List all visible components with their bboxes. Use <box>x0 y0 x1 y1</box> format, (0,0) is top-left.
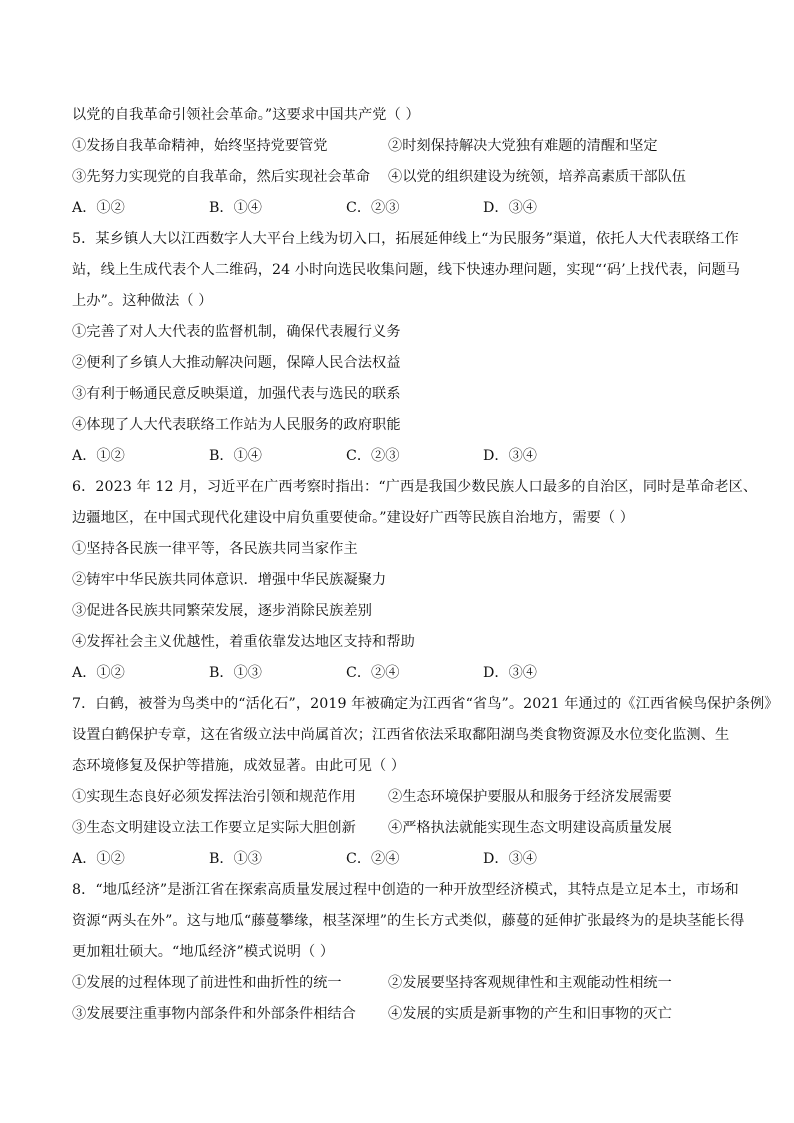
q6-answer-d: D．③④ <box>483 665 537 681</box>
q7-answer-c: C．②④ <box>346 851 400 867</box>
q7-answer-a: A．①② <box>72 851 125 867</box>
q6-stem-line-1: 6．2023 年 12 月，习近平在广西考察时指出：“广西是我国少数民族人口最多的自治区，同时是革命老区、 <box>72 479 758 495</box>
q4-option-3: ③先努力实现党的自我革命，然后实现社会革命 <box>72 169 370 185</box>
q5-answer-c: C．②③ <box>346 448 400 464</box>
q5-stem-line-2: 站，线上生成代表个人二维码，24 小时向选民收集问题，线下快速办理问题，实现“‘码’上找代表，问题马 <box>72 262 741 278</box>
q5-option-2: ②便利了乡镇人大推动解决问题，保障人民合法权益 <box>72 355 401 371</box>
q5-stem-line-1: 5．某乡镇人大以江西数字人大平台上线为切入口，拓展延伸线上“为民服务”渠道，依托人大代表联络工作 <box>72 231 739 247</box>
q4-answer-a: A．①② <box>72 200 125 216</box>
q5-answer-b: B．①④ <box>209 448 262 464</box>
q7-option-1: ①实现生态良好必须发挥法治引领和规范作用 <box>72 789 356 805</box>
q7-stem-line-2: 设置白鹤保护专章，这在省级立法中尚属首次；江西省依法采取鄱阳湖鸟类食物资源及水位变化监测、生 <box>72 727 730 743</box>
q4-option-4: ④以党的组织建设为统领，培养高素质干部队伍 <box>388 169 686 185</box>
q4-answer-c: C．②③ <box>346 200 400 216</box>
q8-option-1: ①发展的过程体现了前进性和曲折性的统一 <box>72 975 342 991</box>
q5-option-4: ④体现了人大代表联络工作站为人民服务的政府职能 <box>72 417 401 433</box>
q7-stem-line-3: 态环境修复及保护等措施，成效显著。由此可见（ ） <box>72 758 406 774</box>
q4-answer-b: B．①④ <box>209 200 262 216</box>
q4-answer-d: D．③④ <box>483 200 537 216</box>
q5-answer-choices <box>72 441 732 472</box>
q4-answer-choices <box>72 193 732 224</box>
q8-options-row-2 <box>72 999 732 1030</box>
q6-stem-line-2: 边疆地区，在中国式现代化建设中肩负重要使命。”建设好广西等民族自治地方，需要（ ） <box>72 510 635 526</box>
q6-answer-a: A．①② <box>72 665 125 681</box>
q5-option-3: ③有利于畅通民意反映渠道，加强代表与选民的联系 <box>72 386 401 402</box>
q4-option-2: ②时刻保持解决大党独有难题的清醒和坚定 <box>388 138 658 154</box>
q5-answer-a: A．①② <box>72 448 125 464</box>
q4-options-row-1 <box>72 131 732 162</box>
q6-answer-b: B．①③ <box>209 665 262 681</box>
q8-options-row-1 <box>72 968 732 999</box>
q5-answer-d: D．③④ <box>483 448 537 464</box>
q8-stem-line-2: 资源“两头在外”。这与地瓜“藤蔓攀缘，根茎深埋”的生长方式类似，藤蔓的延伸扩张最终为的是块茎能长得 <box>72 913 745 929</box>
q6-answer-c: C．②④ <box>346 665 400 681</box>
q6-answer-choices <box>72 658 732 689</box>
q4-option-1: ①发扬自我革命精神，始终坚持党要管党 <box>72 138 328 154</box>
q7-stem-line-1: 7．白鹤，被誉为鸟类中的“活化石”，2019 年被确定为江西省“省鸟”。2021 年通过的《江西省候鸟保护条例》 <box>72 696 779 712</box>
q7-option-2: ②生态环境保护要服从和服务于经济发展需要 <box>388 789 672 805</box>
q6-option-3: ③促进各民族共同繁荣发展，逐步消除民族差别 <box>72 603 373 619</box>
q8-stem-line-1: 8．“地瓜经济”是浙江省在探索高质量发展过程中创造的一种开放型经济模式，其特点是立足本土，市场和 <box>72 882 739 898</box>
q7-options-row-1 <box>72 782 732 813</box>
q7-answer-choices <box>72 844 732 875</box>
exam-page <box>72 100 779 1030</box>
q7-option-3: ③生态文明建设立法工作要立足实际大胆创新 <box>72 820 356 836</box>
q7-answer-d: D．③④ <box>483 851 537 867</box>
q8-option-2: ②发展要坚持客观规律性和主观能动性相统一 <box>388 975 672 991</box>
q4-options-row-2 <box>72 162 732 193</box>
q8-stem-line-3: 更加粗壮硕大。“地瓜经济”模式说明（ ） <box>72 944 335 960</box>
q6-option-1: ①坚持各民族一律平等，各民族共同当家作主 <box>72 541 358 557</box>
q6-option-2: ②铸牢中华民族共同体意识．增强中华民族凝聚力 <box>72 572 387 588</box>
q7-answer-b: B．①③ <box>209 851 262 867</box>
q6-option-4: ④发挥社会主义优越性，着重依靠发达地区支持和帮助 <box>72 634 415 650</box>
q8-option-3: ③发展要注重事物内部条件和外部条件相结合 <box>72 1006 356 1022</box>
q8-option-4: ④发展的实质是新事物的产生和旧事物的灭亡 <box>388 1006 672 1022</box>
q5-option-1: ①完善了对人大代表的监督机制，确保代表履行义务 <box>72 324 401 340</box>
q5-stem-line-3: 上办”。这种做法（ ） <box>72 293 213 309</box>
q7-options-row-2 <box>72 813 732 844</box>
q7-option-4: ④严格执法就能实现生态文明建设高质量发展 <box>388 820 672 836</box>
q4-stem-tail: 以党的自我革命引领社会革命。”这要求中国共产党（ ） <box>72 107 420 123</box>
